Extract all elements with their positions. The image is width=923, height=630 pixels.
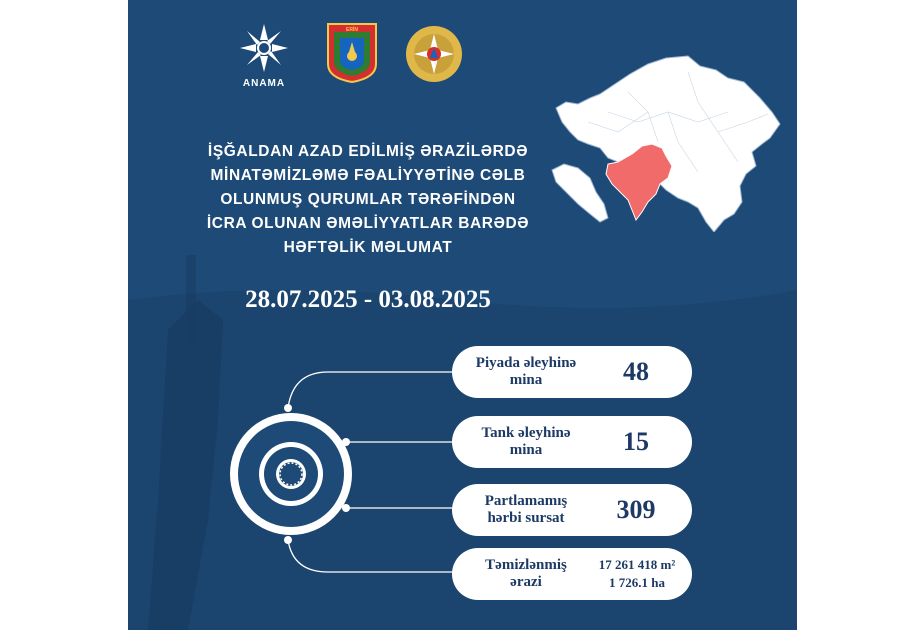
stat-cleared-area	[452, 548, 692, 600]
connector-lines	[128, 0, 797, 630]
title-line-4: İCRA OLUNAN ƏMƏLİYYATLAR BARƏDƏ	[206, 215, 530, 232]
stat-antipersonnel-mines	[452, 346, 692, 398]
stat-unexploded-ordnance	[452, 484, 692, 536]
stat-value: 15	[623, 427, 649, 456]
title-line-5: HƏFTƏLİK MƏLUMAT	[283, 239, 453, 256]
stat-value: 309	[616, 495, 656, 524]
title-line-2: MİNATƏMİZLƏMƏ FƏALİYYƏTİNƏ CƏLB	[210, 167, 526, 184]
area-hectares: 1 726.1 ha	[609, 575, 665, 590]
stat-value: 48	[623, 357, 649, 386]
infographic-poster	[128, 0, 797, 630]
date-range: 28.07.2025 - 03.08.2025	[245, 286, 491, 313]
area-square-meters: 17 261 418 m²	[598, 557, 676, 572]
title-line-3: OLUNMUŞ QURUMLAR TƏRƏFİNDƏN	[220, 191, 516, 208]
stat-label: Partlamamış hərbi sursat	[484, 493, 568, 526]
landmine-icon	[273, 456, 309, 492]
stat-label: Tank əleyhinə mina	[481, 425, 571, 458]
stat-antitank-mines	[452, 416, 692, 468]
stat-label: Piyada əleyhinə mina	[475, 355, 577, 388]
stat-value	[584, 548, 690, 600]
military-emblem-text: ERİN	[346, 27, 358, 33]
stat-label: Təmizlənmiş ərazi	[485, 557, 567, 590]
anama-logo-text: ANAMA	[242, 78, 286, 89]
title-line-1: İŞĞALDAN AZAD EDİLMİŞ ƏRAZİLƏRDƏ	[207, 143, 529, 160]
